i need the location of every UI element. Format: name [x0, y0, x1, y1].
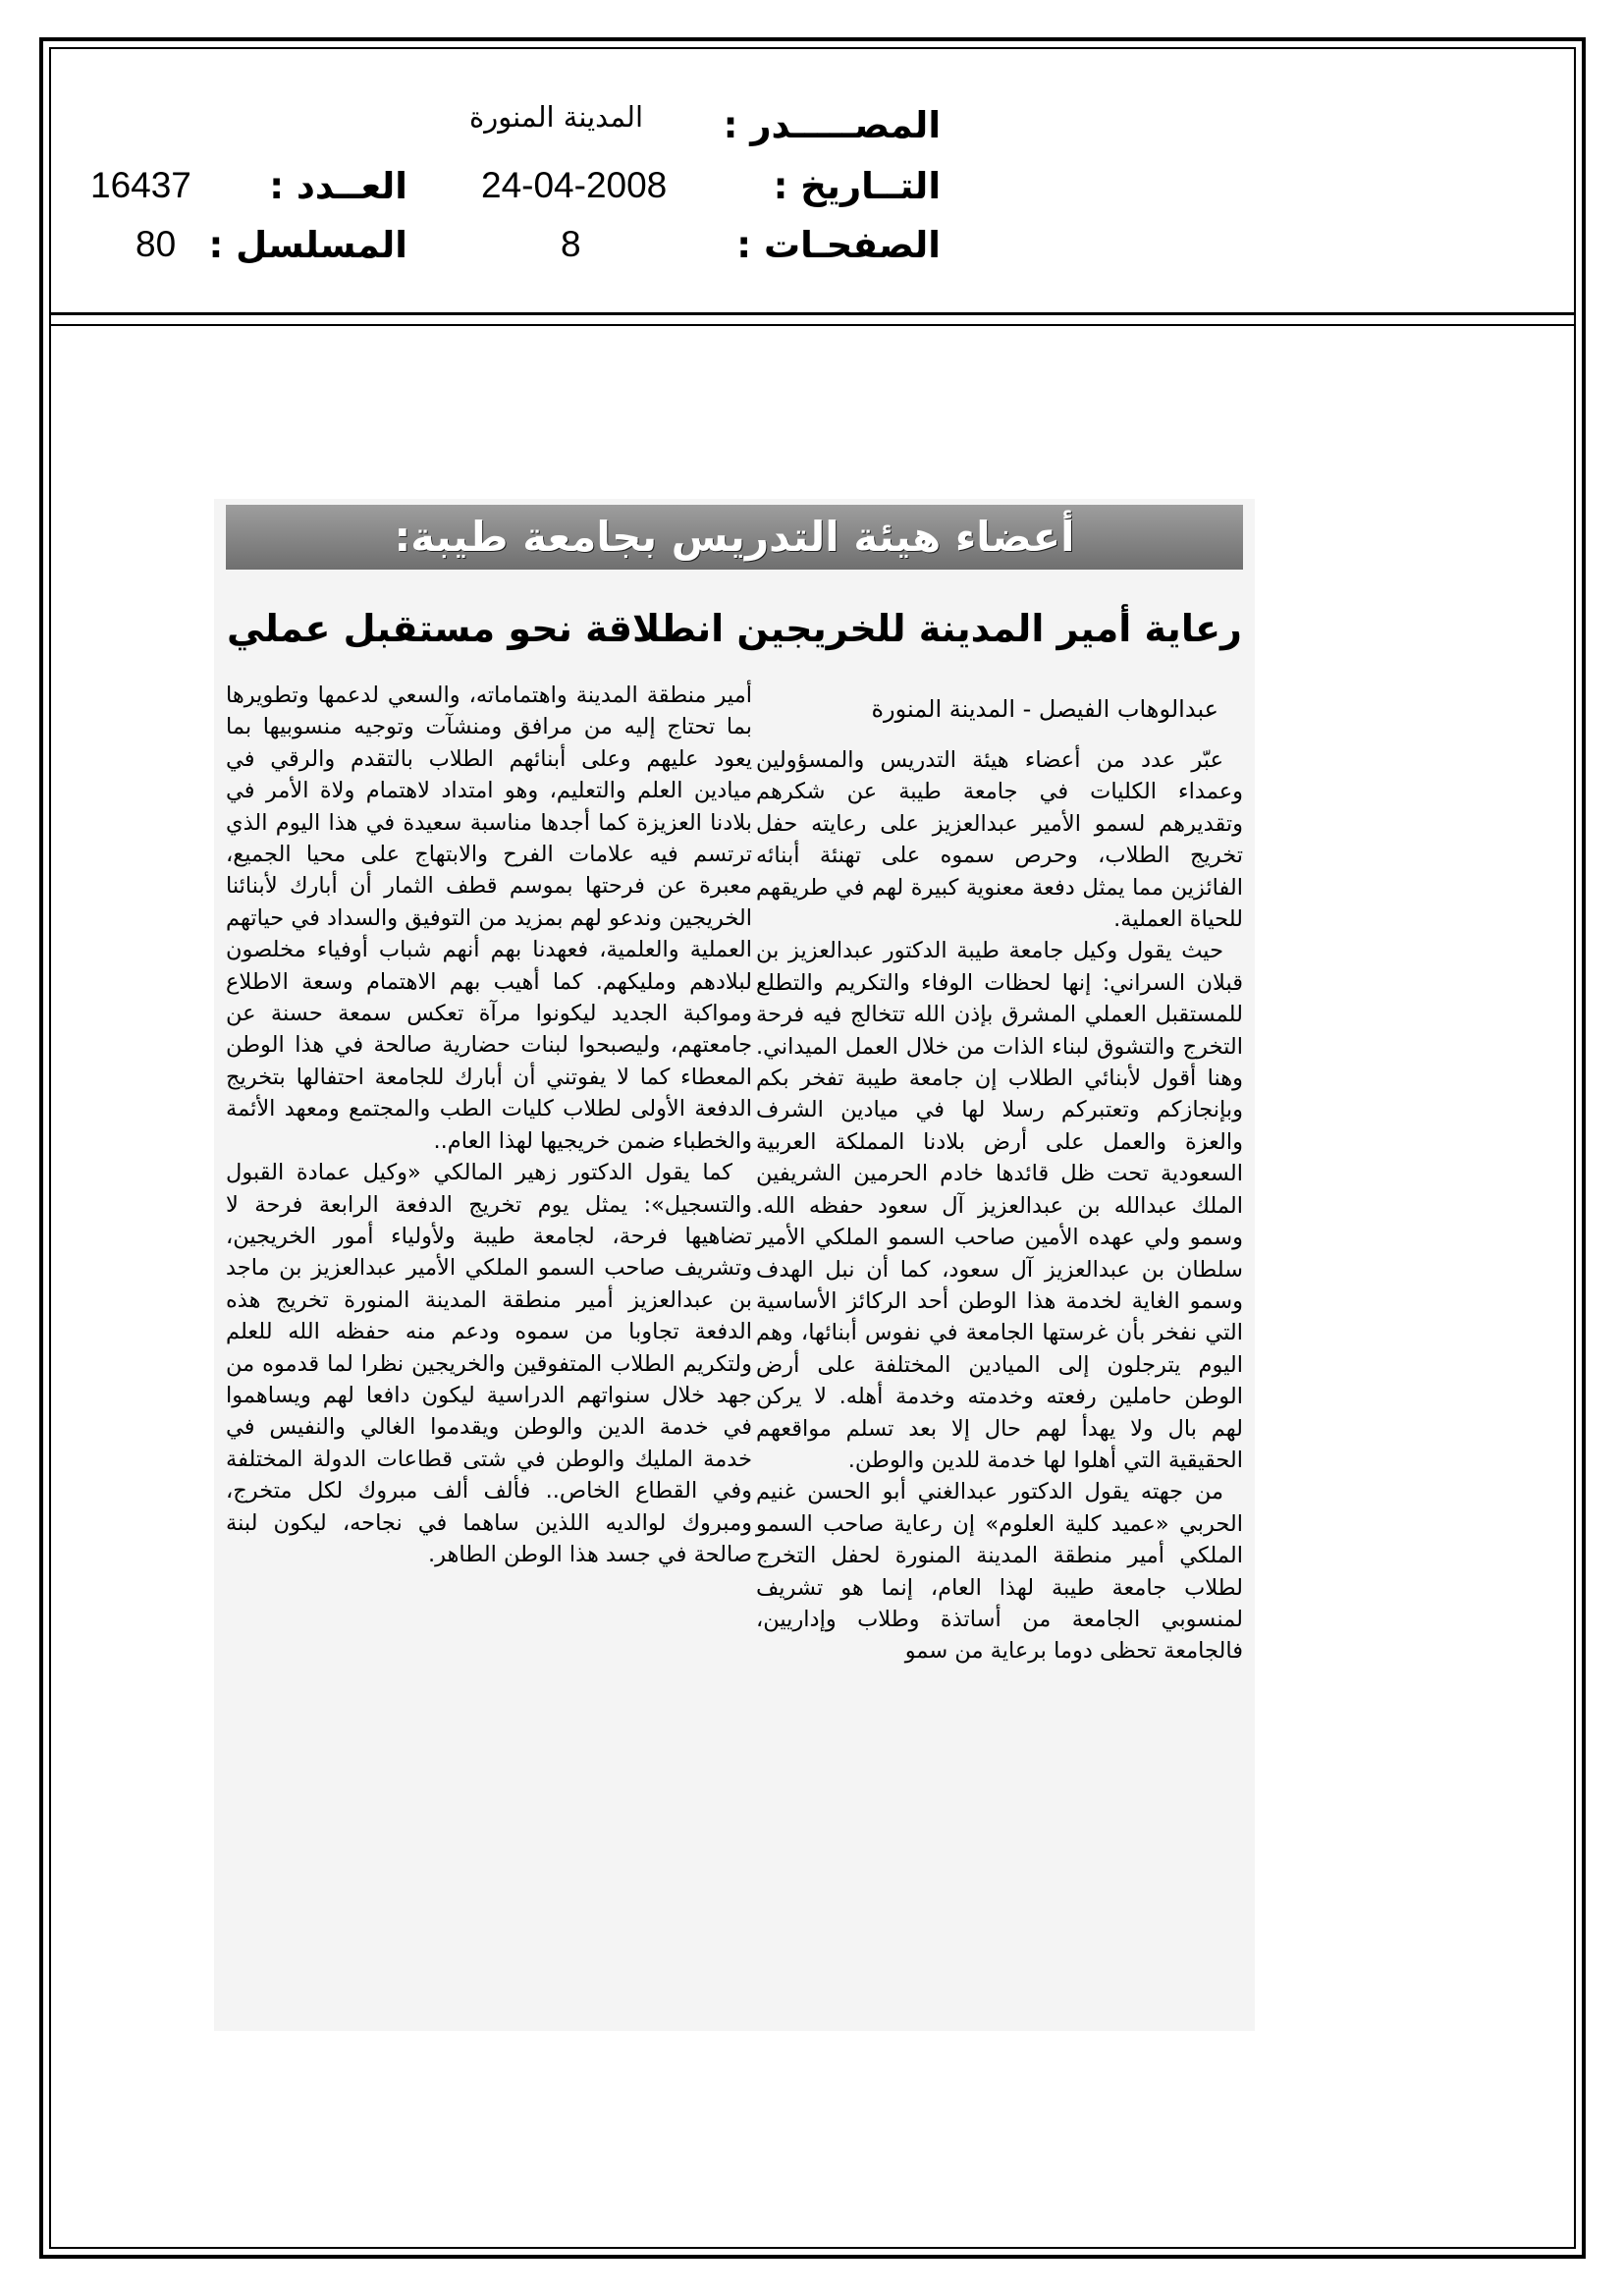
source-label: المصـــــدر :	[723, 104, 941, 146]
header-divider	[49, 312, 1576, 315]
article-byline: عبدالوهاب الفيصل - المدينة المنورة	[871, 695, 1218, 723]
article-paragraph: أمير منطقة المدينة واهتماماته، والسعي لدعمها وتطويرها بما تحتاج إليه من مرافق ومنشآت وتوجيه منسوبيها بما يعود عليهم وعلى أبنائهم الطلاب بالتقدم والرقي في ميادين العلم والتعليم، وهو امتداد لاهتمام ولاة الأمر في بلادنا العزيزة كما أجدها مناسبة سعيدة في هذا اليوم الذي ترتسم فيه علامات الفرح والابتهاج على محيا الجميع، معبرة عن فرحتها بموسم قطف الثمار أن أبارك لأبنائنا الخريجين وندعو لهم بمزيد من التوفيق والسداد في حياتهم العملية والعلمية، فعهدنا بهم أنهم شباب أوفياء مخلصون لبلادهم ومليكهم. كما أهيب بهم الاهتمام وسعة الاطلاع ومواكبة الجديد ليكونوا مرآة تعكس سمعة حسنة عن جامعتهم، وليصبحوا لبنات حضارية صالحة في هذا الوطن المعطاء كما لا يفوتني أن أبارك للجامعة احتفالها بتخريج الدفعة الأولى لطلاب كليات الطب والمجتمع ومعهد الأئمة والخطباء ضمن خريجيها لهذا العام..	[226, 683, 752, 1154]
serial-label: المسلسل :	[208, 224, 407, 266]
article-paragraph: كما يقول الدكتور زهير المالكي «وكيل عمادة القبول والتسجيل»: يمثل يوم تخريج الدفعة الرابعة فرحة لا تضاهيها فرحة، لجامعة طيبة ولأولياء أمور الخريجين، وتشريف صاحب السمو الملكي الأمير عبدالعزيز بن ماجد بن عبدالعزيز أمير منطقة المدينة المنورة تخريج هذه الدفعة تجاوبا من سموه ودعم منه حفظه الله للعلم ولتكريم الطلاب المتفوقين والخريجين نظرا لما قدموه من جهد خلال سنواتهم الدراسية ليكون دافعا لهم ويساهموا في خدمة الدين والوطن ويقدموا الغالي والنفيس في خدمة المليك والوطن في شتى قطاعات الدولة المختلفة وفي القطاع الخاص.. فألف ألف مبروك لكل متخرج، ومبروك لوالديه اللذين ساهما في نجاحه، ليكون لبنة صالحة في جسد هذا الوطن الطاهر.	[226, 1160, 752, 1567]
article-paragraph: من جهته يقول الدكتور عبدالغني أبو الحسن غنيم الحربي «عميد كلية العلوم» إن رعاية صاحب السمو الملكي أمير منطقة المدينة المنورة لحفل التخرج لطلاب جامعة طيبة لهذا العام، إنما هو تشريف لمنسوبي الجامعة من أساتذة وطلاب وإداريين، فالجامعة تحظى دوما برعاية من سمو	[756, 1479, 1243, 1665]
date-label: التــاريخ :	[773, 165, 941, 207]
issue-label: العــدد :	[269, 165, 407, 207]
article-kicker: أعضاء هيئة التدريس بجامعة طيبة:	[226, 505, 1243, 570]
article-paragraph: حيث يقول وكيل جامعة طيبة الدكتور عبدالعزيز بن قبلان السراني: إنها لحظات الوفاء والتكريم والتطلع للمستقبل العملي المشرق بإذن الله تتخالج فيه فرحة التخرج والتشوق لبناء الذات من خلال العمل الميداني. وهنا أقول لأبنائي الطلاب إن جامعة طيبة تفخر بكم وبإنجازكم وتعتبركم رسلا لها في ميادين الشرف والعزة والعمل على أرض بلادنا المملكة العربية السعودية تحت ظل قائدها خادم الحرمين الشريفين الملك عبدالله بن عبدالعزيز آل سعود حفظه الله. وسمو ولي عهده الأمين صاحب السمو الملكي الأمير سلطان بن عبدالعزيز آل سعود، كما أن نبل الهدف وسمو الغاية لخدمة هذا الوطن أحد الركائز الأساسية التي نفخر بأن غرستها الجامعة في نفوس أبنائها، وهم اليوم يترجلون إلى الميادين المختلفة على أرض الوطن حاملين رفعته وخدمته وخدمة أهله. لا يركن لهم بال ولا يهدأ لهم حال إلا بعد تسلم مواقعهم الحقيقية التي أهلوا لها خدمة للدين والوطن.	[756, 938, 1243, 1473]
article-column-right	[756, 744, 1243, 1667]
serial-value: 80	[135, 224, 177, 264]
date-value: 24-04-2008	[481, 165, 668, 205]
issue-value: 16437	[90, 165, 191, 205]
pages-label: الصفحـات :	[736, 224, 941, 266]
pages-value: 8	[561, 224, 581, 264]
source-value: المدينة المنورة	[469, 100, 644, 134]
article-paragraph: عبّر عدد من أعضاء هيئة التدريس والمسؤولين وعمداء الكليات في جامعة طيبة عن شكرهم وتقديرهم لسمو الأمير عبدالعزيز على رعايته حفل تخريج الطلاب، وحرص سموه على تهنئة أبنائه الفائزين مما يمثل دفعة معنوية كبيرة لهم في طريقهم للحياة العملية.	[756, 747, 1243, 933]
header-divider-inner	[49, 324, 1576, 326]
article-headline: رعاية أمير المدينة للخريجين انطلاقة نحو مستقبل عملي	[227, 607, 1242, 650]
article-column-left	[226, 680, 752, 1570]
